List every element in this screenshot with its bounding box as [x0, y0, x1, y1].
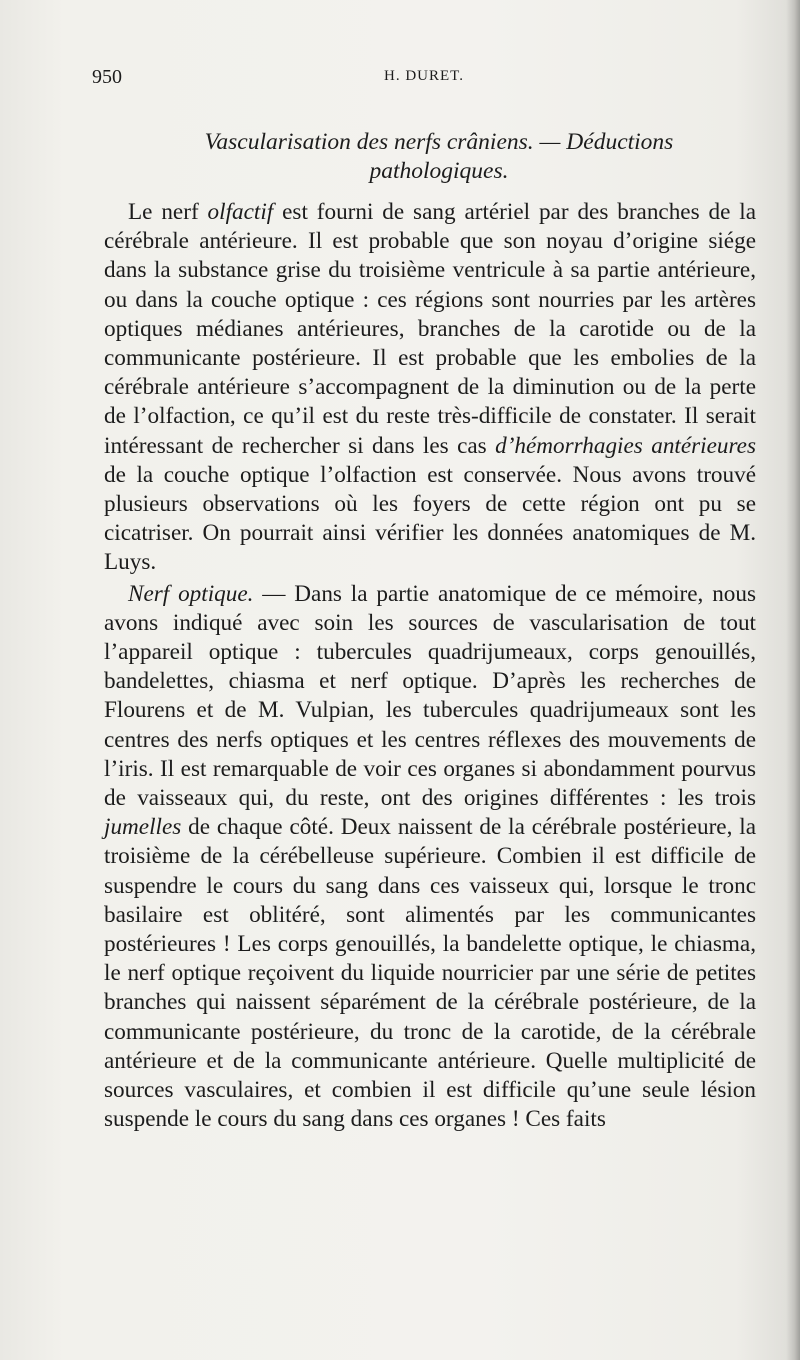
- text-run: de chaque côté. Deux naissent de la cérébrale postérieure, la troisième de la cérébelleuse supérieure. Combien il est difficile de suspendre le cours du sang dans ces vaisseux qui, lorsque le tronc basilaire est oblitéré, sont alimentés par les communicantes postérieures ! Les corps genouillés, la bandelette optique, le chiasma, le nerf optique reçoivent du liquide nourricier par une série de petites branches qui naissent séparément de la cérébrale postérieure, de la communicante postérieure, du tronc de la carotide, de la cérébrale antérieure et de la communicante antérieure. Quelle multiplicité de sources vasculaires, et combien il est difficile qu’une seule lésion suspende le cours du sang dans ces organes ! Ces faits: [104, 814, 756, 1133]
- section-heading-line-2: pathologiques.: [369, 158, 509, 184]
- italic-term: olfactif: [207, 199, 274, 225]
- paragraph-title: Nerf optique.: [128, 580, 254, 607]
- body-text: [104, 128, 756, 1135]
- text-run: est fourni de sang artériel par des branches de la cérébrale antérieure. Il est probable que son noyau d’origine siége dans la substance grise du troisième ventricule à sa partie antérieure, ou dans la couche optique : ces régions sont nourries par les artères optiques médianes antérieures, branches de la carotide ou de la communicante postérieure. Il est probable que les embolies de la cérébrale antérieure s’accompagnent de la diminution ou de la perte de l’olfaction, ce qu’il est du reste très-difficile de constater. Il serait intéressant de rechercher si dans les cas: [104, 199, 756, 459]
- page-edge-shadow: [786, 0, 800, 1360]
- italic-term: d’hémorrhagies antérieures: [495, 432, 756, 459]
- text-run: de la couche optique l’olfaction est conservée. Nous avons trouvé plusieurs observations où les foyers de cette région ont pu se cicatriser. On pourrait ainsi vérifier les données anatomiques de M. Luys.: [104, 461, 756, 576]
- paragraph-optic-nerve: [104, 580, 756, 1135]
- text-run: Le nerf: [128, 199, 208, 225]
- paragraph-olfactory-nerve: [104, 198, 756, 578]
- section-heading-line-1: Vascularisation des nerfs crâniens. — Déductions: [204, 129, 674, 155]
- running-title: H. DURET.: [384, 68, 464, 84]
- running-head: [0, 66, 800, 92]
- section-heading: [104, 128, 756, 186]
- page-number: 950: [92, 66, 122, 88]
- text-run: — Dans la partie anatomique de ce mémoire, nous avons indiqué avec soin les sources de vascularisation de tout l’appareil optique : tubercules quadrijumeaux, corps genouillés, bandelettes, chiasma et nerf optique. D’après les recherches de Flourens et de M. Vulpian, les tubercules quadrijumeaux sont les centres des nerfs optiques et les centres réflexes des mouvements de l’iris. Il est remarquable de voir ces organes si abondamment pourvus de vaisseaux qui, du reste, ont des origines différentes : les trois: [104, 580, 757, 812]
- italic-term: jumelles: [104, 814, 182, 841]
